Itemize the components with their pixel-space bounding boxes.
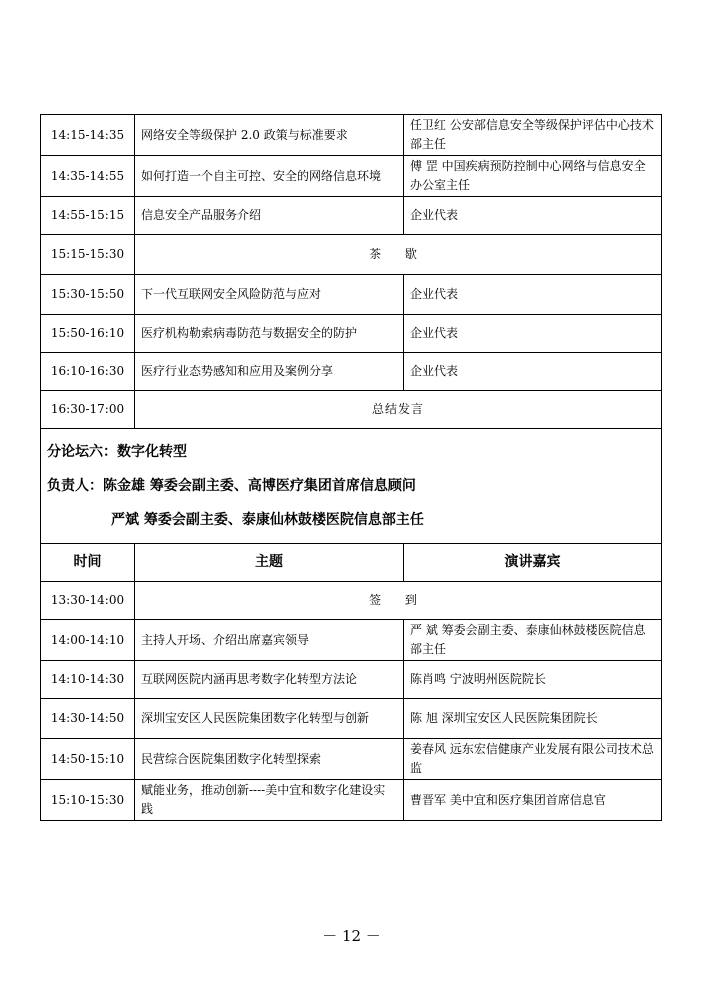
topic-cell: 信息安全产品服务介绍: [135, 197, 404, 235]
topic-cell: 赋能业务，推动创新----美中宜和数字化建设实践: [135, 780, 404, 821]
topic-cell: 网络安全等级保护 2.0 政策与标准要求: [135, 115, 404, 156]
topic-header: 主题: [135, 544, 404, 582]
time-cell: 14:00-14:10: [41, 620, 135, 661]
speaker-cell: 姜春风 远东宏信健康产业发展有限公司技术总监: [404, 739, 662, 780]
topic-cell: 下一代互联网安全风险防范与应对: [135, 275, 404, 315]
table-row: [41, 235, 662, 275]
table-row: [41, 699, 662, 739]
table-row: [41, 315, 662, 353]
speaker-cell: 陈肖鸣 宁波明州医院院长: [404, 661, 662, 699]
speaker-cell: 陈 旭 深圳宝安区人民医院集团院长: [404, 699, 662, 739]
time-cell: 15:15-15:30: [41, 235, 135, 275]
speaker-cell: 企业代表: [404, 197, 662, 235]
topic-cell: 医疗机构勒索病毒防范与数据安全的防护: [135, 315, 404, 353]
column-header-row: [41, 544, 662, 582]
time-cell: 13:30-14:00: [41, 582, 135, 620]
table-row: [41, 156, 662, 197]
time-cell: 14:55-15:15: [41, 197, 135, 235]
page-number: － 12 －: [322, 927, 381, 945]
table-row: [41, 275, 662, 315]
forum-leader-1: 负责人：陈金雄 筹委会副主委、高博医疗集团首席信息顾问: [47, 478, 416, 494]
schedule-table: [40, 114, 662, 821]
time-cell: 15:10-15:30: [41, 780, 135, 821]
time-cell: 16:10-16:30: [41, 353, 135, 391]
table-row: [41, 620, 662, 661]
time-cell: 15:50-16:10: [41, 315, 135, 353]
speaker-header: 演讲嘉宾: [404, 544, 662, 582]
speaker-cell: 严 斌 筹委会副主委、泰康仙林鼓楼医院信息部主任: [404, 620, 662, 661]
time-cell: 14:10-14:30: [41, 661, 135, 699]
time-cell: 14:35-14:55: [41, 156, 135, 197]
table-row: [41, 391, 662, 429]
speaker-cell: 企业代表: [404, 353, 662, 391]
break-cell: 茶 歇: [135, 235, 662, 275]
speaker-cell: 曹晋军 美中宜和医疗集团首席信息官: [404, 780, 662, 821]
topic-cell: 主持人开场、介绍出席嘉宾领导: [135, 620, 404, 661]
time-cell: 14:15-14:35: [41, 115, 135, 156]
speaker-cell: 企业代表: [404, 315, 662, 353]
time-header: 时间: [41, 544, 135, 582]
table-row: [41, 739, 662, 780]
time-cell: 15:30-15:50: [41, 275, 135, 315]
forum-leader-2: 严斌 筹委会副主委、泰康仙林鼓楼医院信息部主任: [111, 512, 424, 528]
time-cell: 16:30-17:00: [41, 391, 135, 429]
forum-header: [41, 429, 662, 544]
forum-header-row: [41, 429, 662, 544]
speaker-cell: 傅 罡 中国疾病预防控制中心网络与信息安全办公室主任: [404, 156, 662, 197]
break-cell: 签 到: [135, 582, 662, 620]
break-cell: 总结发言: [135, 391, 662, 429]
topic-cell: 互联网医院内涵再思考数字化转型方法论: [135, 661, 404, 699]
table-row: [41, 780, 662, 821]
time-cell: 14:50-15:10: [41, 739, 135, 780]
topic-cell: 如何打造一个自主可控、安全的网络信息环境: [135, 156, 404, 197]
speaker-cell: 任卫红 公安部信息安全等级保护评估中心技术部主任: [404, 115, 662, 156]
topic-cell: 民营综合医院集团数字化转型探索: [135, 739, 404, 780]
table-row: [41, 115, 662, 156]
speaker-cell: 企业代表: [404, 275, 662, 315]
table-row: [41, 197, 662, 235]
table-row: [41, 353, 662, 391]
table-row: [41, 661, 662, 699]
table-row: [41, 582, 662, 620]
topic-cell: 深圳宝安区人民医院集团数字化转型与创新: [135, 699, 404, 739]
topic-cell: 医疗行业态势感知和应用及案例分享: [135, 353, 404, 391]
time-cell: 14:30-14:50: [41, 699, 135, 739]
forum-title: 分论坛六：数字化转型: [47, 444, 187, 460]
